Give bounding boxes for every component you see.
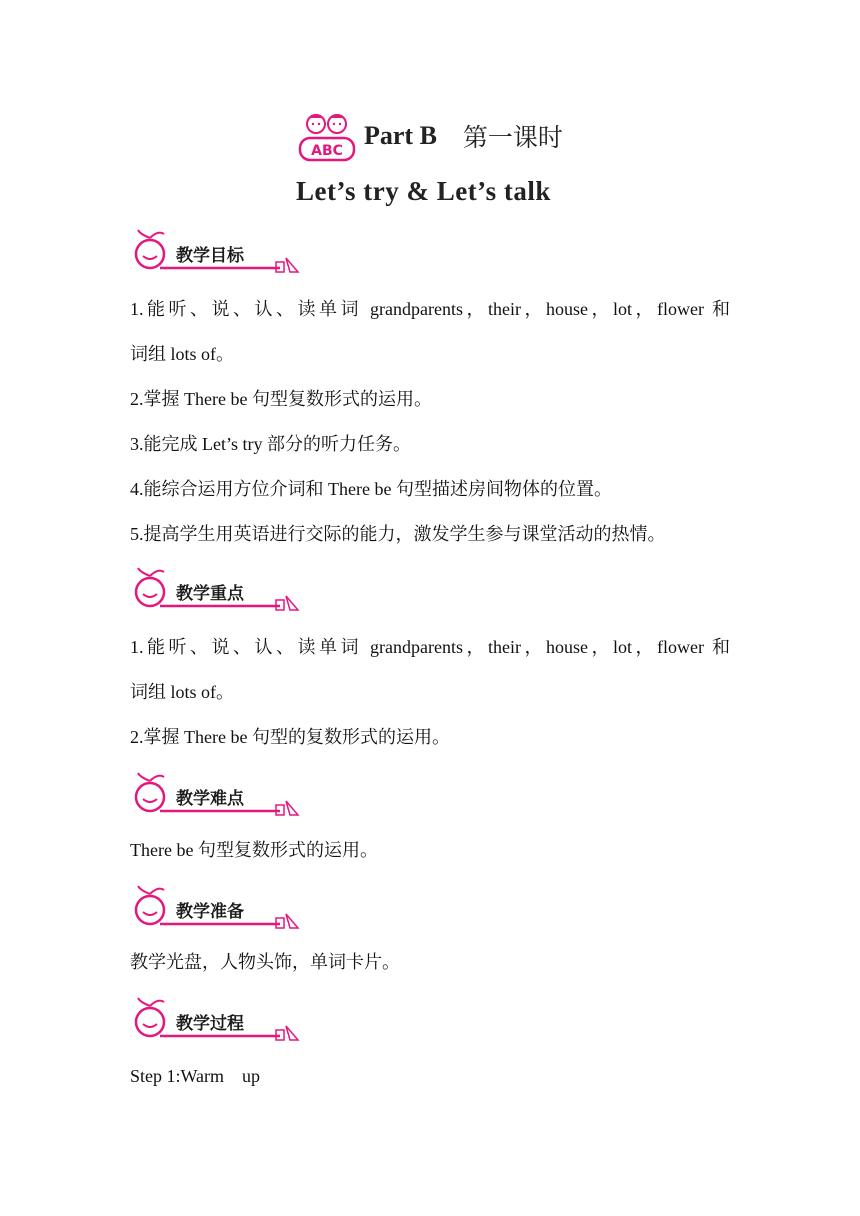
section-heading-preparation [130,884,302,934]
apple-banner-icon [130,566,302,616]
objective-line-1: 1.能听、说、认、读单词 grandparents，their，house，lot，flower 和 [130,299,730,319]
svg-text:教学过程: 教学过程 [176,1014,244,1034]
objective-line-3: 2.掌握 There be 句型复数形式的运用。 [130,389,432,409]
preparation-line-1: 教学光盘，人物头饰，单词卡片。 [130,952,400,972]
apple-banner-icon [130,771,302,821]
difficulty-line-1: There be 句型复数形式的运用。 [130,840,378,860]
objective-line-5: 4.能综合运用方位介词和 There be 句型描述房间物体的位置。 [130,479,612,499]
svg-text:教学重点: 教学重点 [176,584,244,604]
section-heading-process [130,996,302,1046]
title-row [296,108,563,164]
svg-text:教学准备: 教学准备 [176,902,244,922]
kids-abc-logo [296,108,358,164]
svg-text:教学难点: 教学难点 [176,789,244,809]
objective-line-4: 3.能完成 Let’s try 部分的听力任务。 [130,434,411,454]
key-point-line-3: 2.掌握 There be 句型的复数形式的运用。 [130,727,450,747]
page-subtitle: Let’s try & Let’s talk [296,176,551,206]
key-point-line-2: 词组 lots of。 [130,682,235,702]
lesson-label: 第一课时 [462,123,563,152]
objective-line-2: 词组 lots of。 [130,344,235,364]
section-heading-difficulties [130,771,302,821]
part-label: Part B [364,121,437,150]
section-heading-objectives [130,228,302,278]
key-point-line-1: 1.能听、说、认、读单词 grandparents，their，house，lot，flower 和 [130,637,730,657]
apple-banner-icon [130,884,302,934]
svg-text:ABC: ABC [311,143,343,159]
objective-line-6: 5.提高学生用英语进行交际的能力，激发学生参与课堂活动的热情。 [130,524,666,544]
svg-text:教学目标: 教学目标 [176,246,244,266]
section-heading-key-points [130,566,302,616]
apple-banner-icon [130,996,302,1046]
apple-banner-icon [130,228,302,278]
process-step-1: Step 1:Warm up [130,1066,261,1086]
